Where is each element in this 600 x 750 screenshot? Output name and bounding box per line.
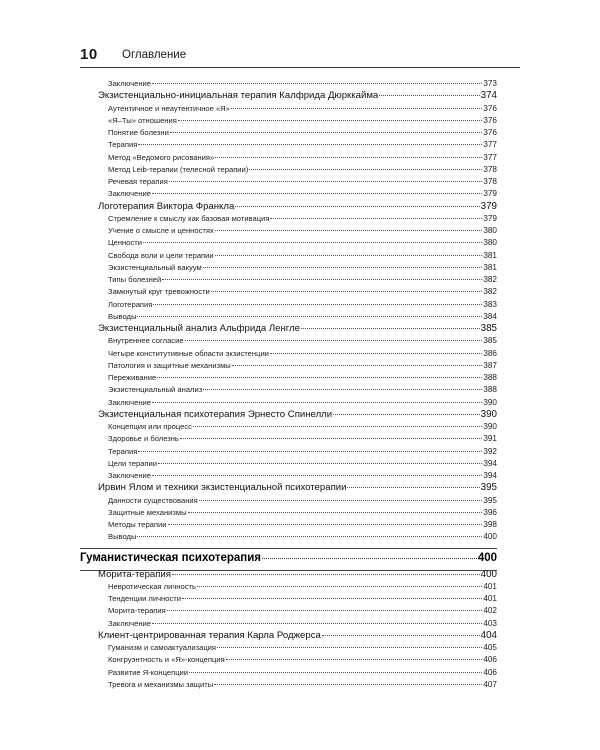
toc-entry-page: 388 (483, 373, 497, 382)
toc-entry-title: Развитие Я-концепции (108, 667, 189, 677)
dot-leader (153, 304, 482, 305)
toc-subsection-entry (80, 115, 497, 127)
toc-entry-page: 398 (483, 520, 497, 529)
toc-entry-title: Логотерапия (108, 299, 153, 309)
dot-leader (231, 108, 482, 109)
toc-entry-page: 373 (483, 79, 497, 88)
toc-entry-title: Внутреннее согласие (108, 336, 184, 346)
toc-section-entry (80, 323, 497, 335)
toc-entry-title: Невротическая личность (108, 581, 196, 591)
dot-leader (215, 230, 483, 231)
toc-entry-page: 385 (483, 336, 497, 346)
toc-entry-title: Данности существования (108, 495, 198, 505)
toc-entry-title: Заключение (108, 618, 152, 628)
toc-entry-title: Гуманизм и самоактуализация (108, 643, 217, 652)
toc-subsection-entry (80, 262, 497, 274)
running-head: Оглавление (122, 49, 187, 61)
toc-entry-title: Гуманистическая психотерапия (80, 551, 261, 564)
toc-entry-page: 390 (480, 408, 497, 420)
toc-section-entry (80, 201, 497, 213)
dot-leader (158, 463, 482, 464)
toc-subsection-entry (80, 446, 497, 458)
dot-leader (211, 291, 483, 292)
dot-leader (152, 475, 482, 476)
dot-leader (235, 206, 479, 207)
toc-entry-title: Экзистенциальный вакуум (108, 262, 202, 272)
dot-leader (162, 279, 482, 280)
toc-entry-page: 392 (483, 446, 497, 456)
toc-entry-page: 395 (483, 495, 497, 505)
toc-entry-title: Экзистенциальный анализ Альфрида Ленгле (98, 323, 301, 334)
toc-chapter-entry (80, 547, 497, 569)
toc-entry-page: 401 (483, 581, 497, 591)
dot-leader (203, 267, 483, 268)
dot-leader (172, 574, 480, 575)
toc-section-entry (80, 90, 497, 102)
dot-leader (170, 132, 482, 133)
toc-entry-page: 381 (483, 262, 497, 272)
toc-entry-title: Выводы (108, 532, 137, 542)
dot-leader (157, 377, 482, 378)
toc-entry-page: 384 (483, 311, 497, 321)
page-number: 10 (80, 46, 98, 63)
toc-entry-page: 390 (483, 422, 497, 431)
toc-entry-title: Морита-терапия (108, 606, 166, 616)
dot-leader (169, 181, 483, 182)
toc-subsection-entry (80, 593, 497, 605)
toc-entry-page: 377 (483, 152, 497, 162)
toc-subsection-entry (80, 360, 497, 372)
toc-entry-page: 378 (483, 177, 497, 186)
toc-entry-page: 379 (483, 213, 497, 223)
dot-leader (138, 451, 482, 452)
toc-subsection-entry (80, 237, 497, 249)
toc-subsection-entry (80, 654, 497, 666)
toc-entry-page: 400 (477, 551, 497, 564)
toc-entry-page: 388 (483, 385, 497, 395)
dot-leader (197, 586, 482, 587)
toc-subsection-entry (80, 213, 497, 225)
toc-entry-title: Переживание (108, 373, 157, 382)
toc-subsection-entry (80, 372, 497, 384)
toc-entry-page: 379 (483, 189, 497, 199)
dot-leader (167, 610, 483, 611)
toc-entry-page: 406 (483, 667, 497, 677)
dot-leader (199, 500, 483, 501)
toc-subsection-entry (80, 605, 497, 617)
toc-subsection-entry (80, 348, 497, 360)
toc-entry-title: Терапия (108, 140, 138, 150)
toc-entry-title: Концепция или процесс (108, 422, 192, 431)
toc-entry-page: 407 (483, 679, 497, 689)
toc-entry-title: Ценности (108, 238, 142, 248)
dot-leader (152, 623, 482, 624)
toc-entry-page: 377 (483, 140, 497, 150)
toc-entry-page: 387 (483, 360, 497, 370)
toc-entry-title: Учение о смысле и ценностях (108, 226, 214, 235)
toc-subsection-entry (80, 642, 497, 654)
dot-leader (301, 328, 480, 329)
dot-leader (152, 193, 482, 194)
dot-leader (347, 487, 479, 488)
toc-entry-title: Методы терапии (108, 520, 167, 529)
dot-leader (143, 242, 482, 243)
dot-leader (152, 83, 482, 84)
dot-leader (185, 340, 483, 341)
toc-entry-page: 378 (483, 164, 497, 174)
toc-entry-title: Аутентичное и неаутентичное «Я» (108, 103, 230, 113)
toc-entry-page: 405 (483, 643, 497, 652)
toc-subsection-entry (80, 164, 497, 176)
dot-leader (152, 402, 482, 403)
toc-entry-page: 394 (483, 471, 497, 480)
toc-subsection-entry (80, 103, 497, 115)
toc-entry-title: Тревога и механизмы защиты (108, 679, 214, 689)
dot-leader (188, 512, 483, 513)
toc-section-entry (80, 409, 497, 421)
toc-entry-title: Экзистенциальный анализ (108, 385, 203, 395)
toc-subsection-entry (80, 421, 497, 433)
toc-entry-page: 383 (483, 299, 497, 309)
dot-leader (322, 635, 480, 636)
toc-entry-title: Свобода воли и цели терапии (108, 250, 214, 260)
dot-leader (168, 524, 483, 525)
toc-subsection-entry (80, 311, 497, 323)
toc-entry-page: 396 (483, 507, 497, 517)
toc-entry-title: Морита-терапия (98, 568, 171, 580)
dot-leader (232, 365, 483, 366)
dot-leader (193, 426, 482, 427)
dot-leader (379, 95, 479, 96)
toc-entry-title: Речевая терапия (108, 177, 168, 186)
dot-leader (189, 672, 482, 673)
toc-entry-page: 376 (483, 103, 497, 113)
toc-entry-title: Заключение (108, 397, 152, 407)
toc-entry-page: 385 (480, 323, 497, 334)
toc-subsection-entry (80, 470, 497, 482)
toc-entry-page: 402 (483, 606, 497, 616)
dot-leader (215, 255, 483, 256)
toc-subsection-entry (80, 507, 497, 519)
toc-subsection-entry (80, 188, 497, 200)
toc-entry-title: Четыре конститутивные области экзистенции (108, 348, 269, 358)
toc-subsection-entry (80, 618, 497, 630)
toc-entry-page: 374 (480, 90, 497, 102)
toc-subsection-entry (80, 531, 497, 543)
toc-subsection-entry (80, 127, 497, 139)
toc-subsection-entry (80, 495, 497, 507)
toc-entry-page: 376 (483, 115, 497, 125)
toc-subsection-entry (80, 176, 497, 188)
toc-entry-title: Понятие болезни (108, 128, 169, 137)
toc-subsection-entry (80, 299, 497, 311)
dot-leader (217, 647, 482, 648)
toc-entry-page: 404 (480, 629, 497, 641)
toc-entry-title: Логотерапия Виктора Франкла (98, 200, 235, 212)
dot-leader (333, 414, 480, 415)
toc-entry-title: Терапия (108, 446, 138, 456)
chapter-block (80, 547, 497, 569)
toc-entry-title: Выводы (108, 311, 137, 321)
toc-entry-page: 394 (483, 458, 497, 468)
toc-entry-page: 401 (483, 594, 497, 603)
dot-leader (226, 659, 483, 660)
dot-leader (203, 389, 482, 390)
toc-subsection-entry (80, 250, 497, 262)
toc-subsection-entry (80, 225, 497, 237)
toc-entry-title: Метод «Ведомого рисования» (108, 152, 215, 162)
toc-entry-page: 400 (480, 568, 497, 580)
toc-subsection-entry (80, 274, 497, 286)
toc-entry-page: 386 (483, 348, 497, 358)
dot-leader (270, 353, 482, 354)
toc-subsection-entry (80, 679, 497, 691)
toc-entry-page: 380 (483, 238, 497, 248)
toc-entry-page: 382 (483, 275, 497, 284)
toc-subsection-entry (80, 458, 497, 470)
dot-leader (180, 438, 482, 439)
toc-entry-page: 391 (483, 434, 497, 444)
toc-entry-page: 400 (483, 532, 497, 542)
dot-leader (262, 558, 477, 559)
toc-entry-page: 382 (483, 287, 497, 297)
chapter-bottom-rule (80, 570, 497, 571)
dot-leader (249, 169, 482, 170)
toc-subsection-entry (80, 78, 497, 90)
chapter-top-rule (80, 548, 497, 549)
toc-entry-title: Конгруэнтность и «Я»-концепция (108, 655, 225, 665)
toc-subsection-entry (80, 384, 497, 396)
toc-entry-page: 403 (483, 618, 497, 628)
toc-subsection-entry (80, 581, 497, 593)
toc-subsection-entry (80, 286, 497, 298)
toc-entry-title: Патология и защитные механизмы (108, 360, 231, 370)
dot-leader (137, 316, 482, 317)
toc-entry-title: Защитные механизмы (108, 507, 187, 517)
toc-entry-title: Тенденции личности (108, 594, 181, 603)
toc-entry-title: Стремление к смыслу как базовая мотивация (108, 213, 270, 223)
toc-entry-title: Заключение (108, 189, 152, 199)
toc-subsection-entry (80, 519, 497, 531)
toc-section-entry (80, 482, 497, 494)
table-of-contents (80, 78, 497, 691)
dot-leader (270, 218, 482, 219)
toc-subsection-entry (80, 397, 497, 409)
toc-entry-page: 390 (483, 397, 497, 407)
toc-entry-title: Экзистенциальная психотерапия Эрнесто Спинелли (98, 408, 333, 420)
toc-entry-page: 395 (480, 482, 497, 494)
toc-section-entry (80, 630, 497, 642)
toc-entry-title: Клиент-центрированная терапия Карла Роджерса (98, 629, 321, 641)
toc-entry-title: Метод Leib-терапии (телесной терапии) (108, 164, 249, 174)
toc-entry-title: Цели терапии (108, 458, 158, 468)
toc-subsection-entry (80, 335, 497, 347)
toc-subsection-entry (80, 433, 497, 445)
toc-entry-title: Заключение (108, 471, 152, 480)
toc-entry-title: Ирвин Ялом и техники экзистенциальной психотерапии (98, 482, 347, 494)
dot-leader (138, 144, 482, 145)
dot-leader (137, 536, 482, 537)
toc-entry-title: Здоровье и болезнь (108, 434, 179, 444)
dot-leader (215, 157, 482, 158)
header-rule (80, 67, 520, 68)
dot-leader (178, 120, 482, 121)
toc-entry-page: 380 (483, 226, 497, 235)
toc-entry-title: «Я–Ты» отношения (108, 115, 177, 125)
toc-entry-title: Заключение (108, 79, 152, 88)
toc-entry-title: Экзистенциально-инициальная терапия Калфрида Дюрккайма (98, 90, 379, 102)
toc-entry-title: Замкнутый круг тревожности (108, 287, 210, 297)
toc-entry-page: 376 (483, 128, 497, 137)
toc-entry-title: Типы болезней (108, 275, 162, 284)
dot-leader (214, 684, 482, 685)
toc-subsection-entry (80, 667, 497, 679)
toc-entry-page: 381 (483, 250, 497, 260)
dot-leader (182, 598, 482, 599)
toc-subsection-entry (80, 139, 497, 151)
toc-entry-page: 379 (480, 200, 497, 212)
toc-subsection-entry (80, 152, 497, 164)
toc-entry-page: 406 (483, 655, 497, 665)
